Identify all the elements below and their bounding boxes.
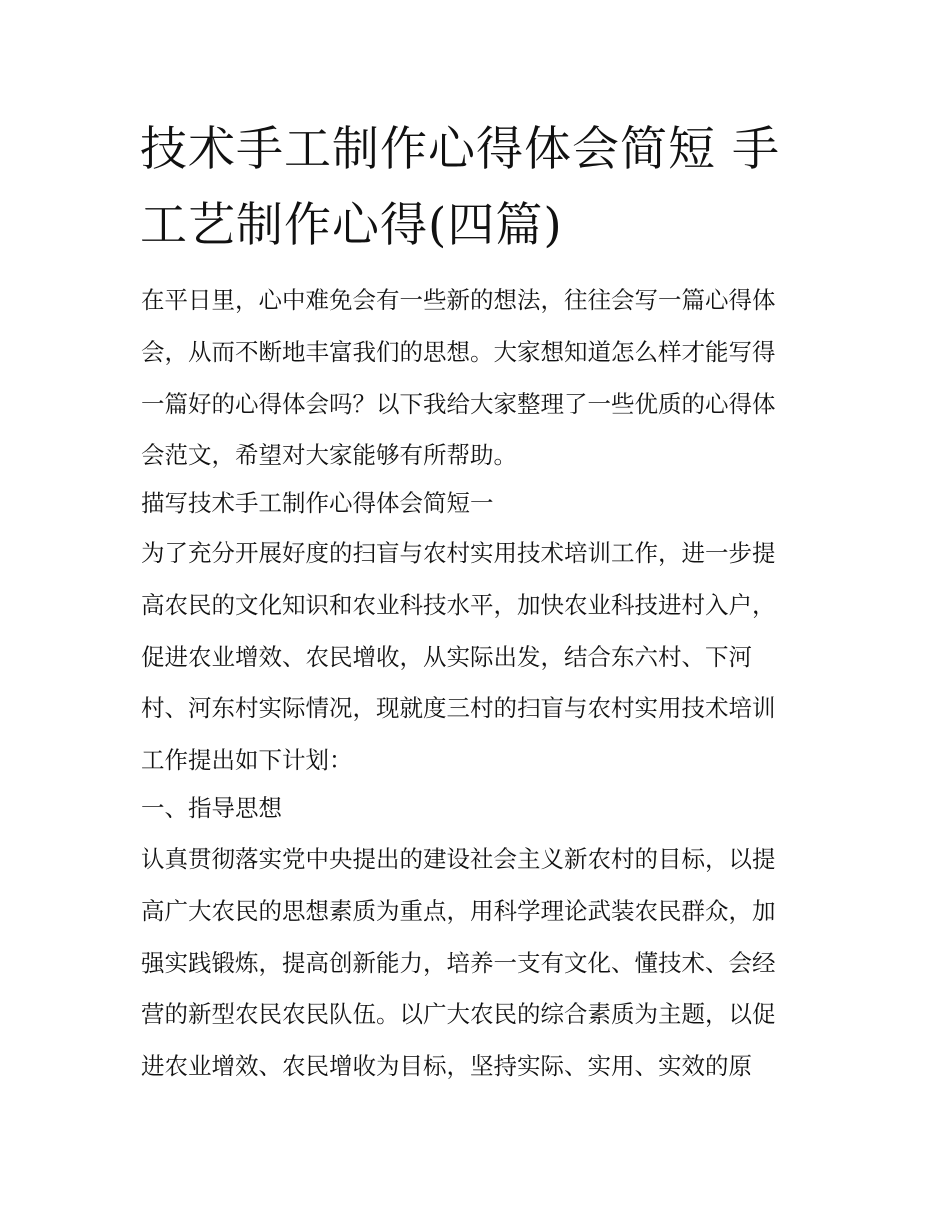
- paragraph-line: 工作提出如下计划：: [141, 746, 353, 774]
- paragraph-line: 强实践锻炼，提高创新能力，培养一支有文化、懂技术、会经: [141, 949, 776, 977]
- paragraph-line: 为了充分开展好度的扫盲与农村实用技术培训工作，进一步提: [141, 539, 776, 567]
- document-title: 技术手工制作心得体会简短 手工艺制作心得(四篇): [140, 122, 780, 253]
- section-heading: 描写技术手工制作心得体会简短一: [141, 489, 494, 517]
- paragraph-line: 高农民的文化知识和农业科技水平，加快农业科技进村入户，: [141, 591, 776, 619]
- paragraph-line: 营的新型农民农民队伍。以广大农民的综合素质为主题，以促: [141, 1000, 776, 1028]
- paragraph-line: 一篇好的心得体会吗？以下我给大家整理了一些优质的心得体: [141, 390, 776, 418]
- paragraph-line: 促进农业增效、农民增收，从实际出发，结合东六村、下河: [141, 643, 752, 671]
- section-heading: 一、指导思想: [141, 794, 282, 822]
- paragraph-line: 认真贯彻落实党中央提出的建设社会主义新农村的目标，以提: [141, 845, 776, 873]
- paragraph-line: 进农业增效、农民增收为目标，坚持实际、实用、实效的原: [141, 1052, 752, 1080]
- paragraph-line: 会范文，希望对大家能够有所帮助。: [141, 441, 517, 469]
- paragraph-line: 在平日里，心中难免会有一些新的想法，往往会写一篇心得体: [141, 286, 776, 314]
- paragraph-line: 村、河东村实际情况，现就度三村的扫盲与农村实用技术培训: [141, 694, 776, 722]
- paragraph-line: 会，从而不断地丰富我们的思想。大家想知道怎么样才能写得: [141, 338, 776, 366]
- paragraph-line: 高广大农民的思想素质为重点，用科学理论武装农民群众，加: [141, 897, 776, 925]
